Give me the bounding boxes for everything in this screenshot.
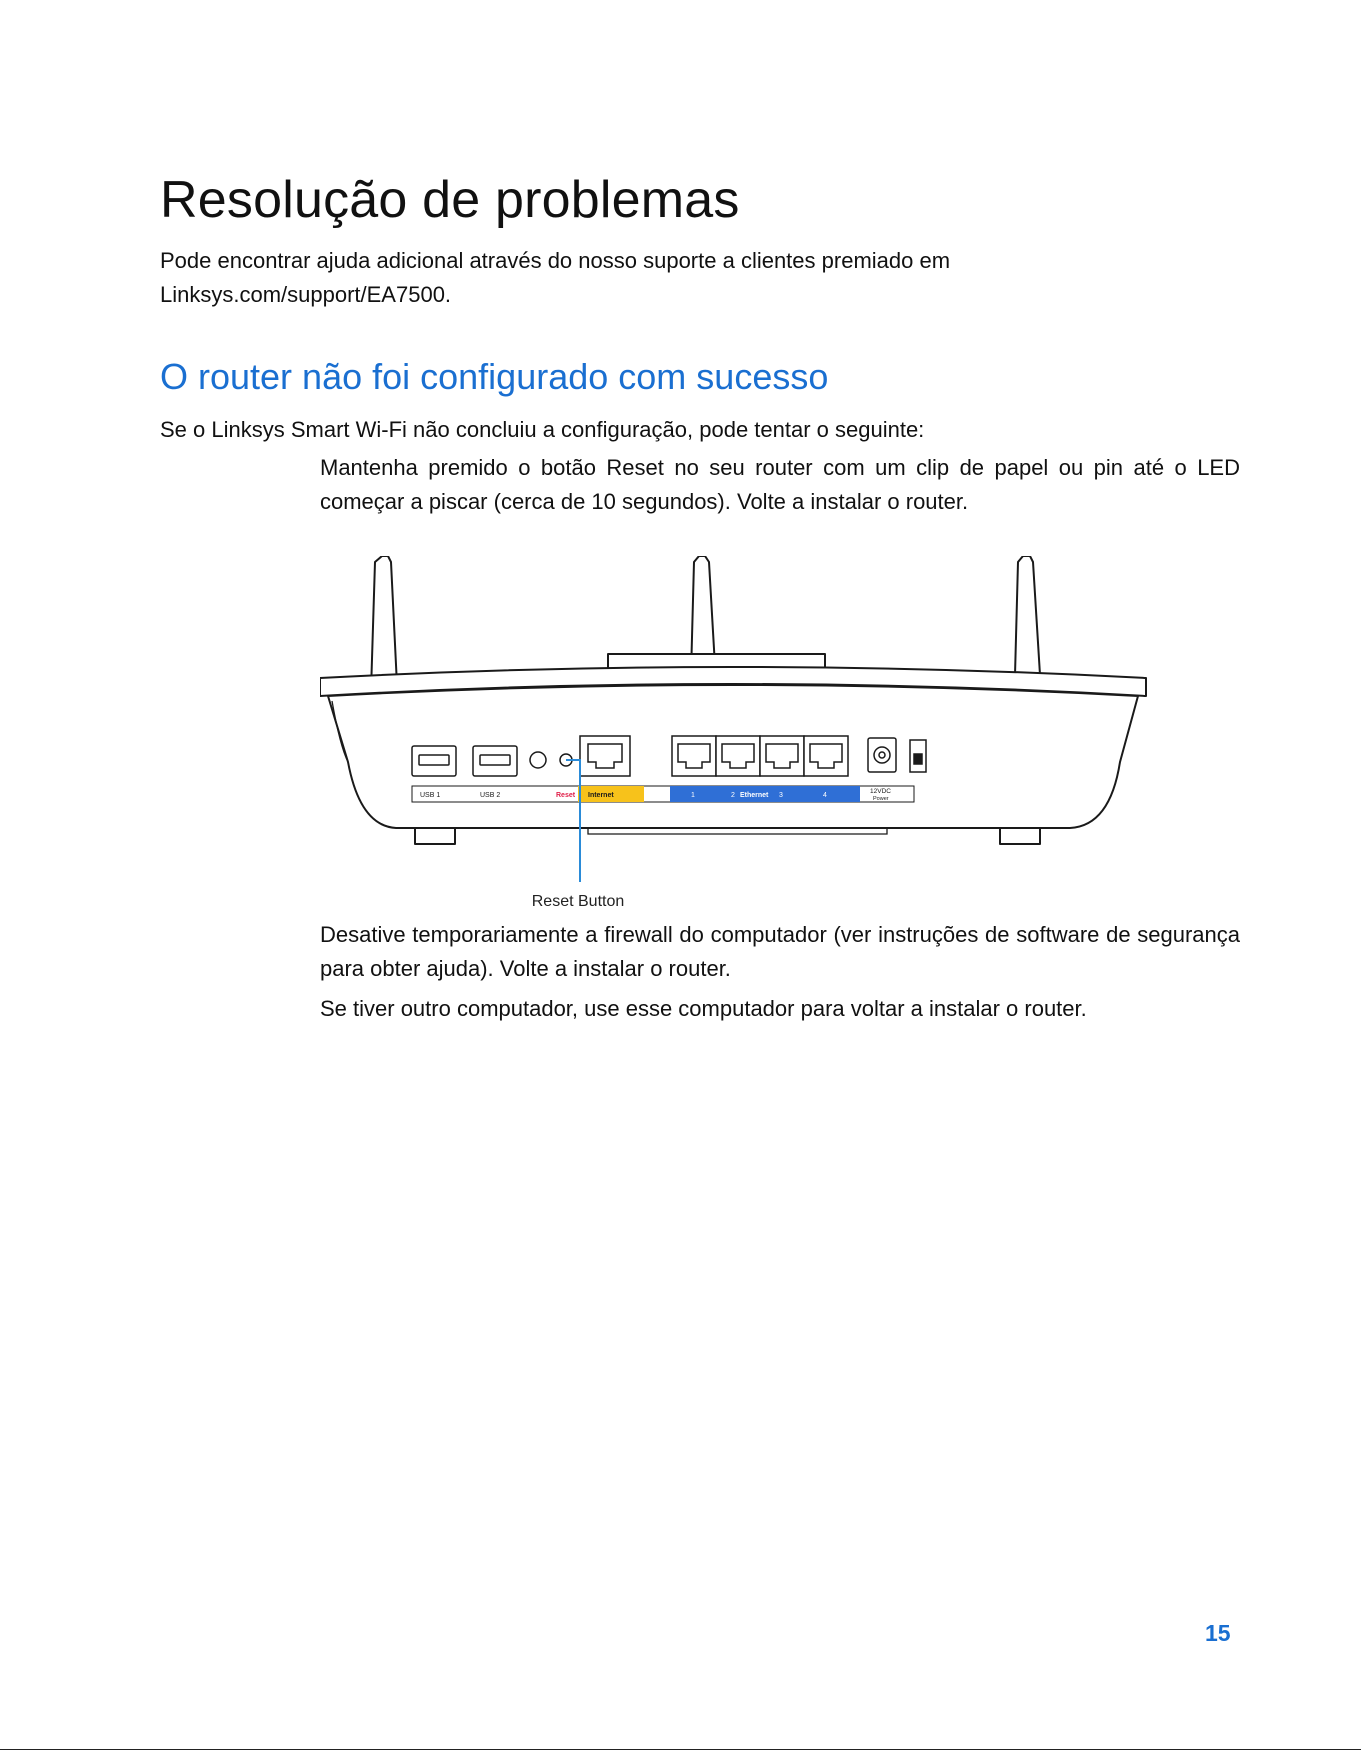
power-label: Power xyxy=(873,796,889,802)
ethernet-3-label: 3 xyxy=(779,792,783,799)
intro-paragraph xyxy=(160,244,1060,312)
intro-line-1: Pode encontrar ajuda adicional através do nosso suporte a clientes premiado em xyxy=(160,248,951,273)
power-voltage-label: 12VDC xyxy=(870,788,891,795)
ethernet-2-label: 2 xyxy=(731,792,735,799)
internet-label: Internet xyxy=(588,792,614,799)
lead-paragraph: Se o Linksys Smart Wi-Fi não concluiu a configuração, pode tentar o seguinte: xyxy=(160,417,925,442)
ethernet-1-label: 1 xyxy=(691,792,695,799)
section-heading: O router não foi configurado com sucesso xyxy=(160,356,829,397)
router-back-panel-illustration xyxy=(320,556,1150,916)
ethernet-4-label: 4 xyxy=(823,792,827,799)
step-1-text: Mantenha premido o botão Reset no seu router com um clip de papel ou pin até o LED começar a piscar (cerca de 10 segundos). Volte a instalar o router. xyxy=(320,455,1240,514)
wps-button xyxy=(530,752,546,768)
reset-label: Reset xyxy=(556,792,576,799)
usb-1-label: USB 1 xyxy=(420,792,441,799)
step-3-text: Se tiver outro computador, use esse computador para voltar a instalar o router. xyxy=(320,996,1087,1021)
ethernet-label: Ethernet xyxy=(740,792,769,799)
page-title: Resolução de problemas xyxy=(160,171,740,229)
usb-2-label: USB 2 xyxy=(480,792,501,799)
foot-right xyxy=(1000,828,1040,844)
support-link-text: Linksys.com/support/EA7500. xyxy=(160,282,452,307)
page-number: 15 xyxy=(1205,1620,1231,1646)
foot-left xyxy=(415,828,455,844)
step-2-text: Desative temporariamente a firewall do computador (ver instruções de software de segurança para obter ajuda). Volte a instalar o router. xyxy=(320,922,1240,981)
reset-callout-label: Reset Button xyxy=(531,893,625,910)
page-bottom-rule xyxy=(0,1749,1361,1750)
